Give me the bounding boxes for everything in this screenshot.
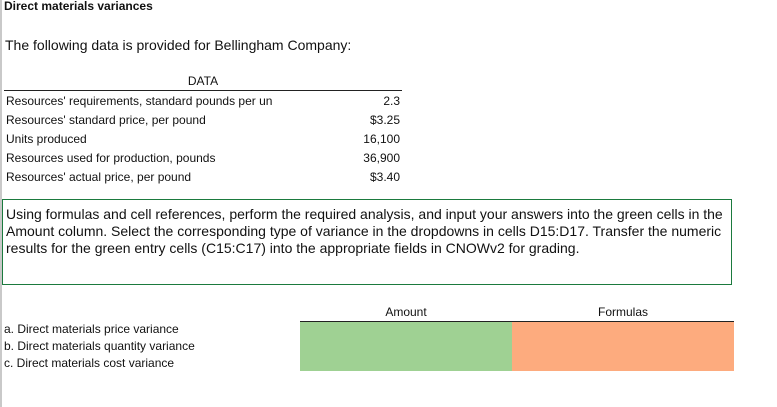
- amount-column-header: Amount: [385, 305, 427, 319]
- data-row-value: 36,900: [363, 151, 400, 165]
- amount-entry-cells[interactable]: [300, 322, 512, 371]
- data-row-resources-used[interactable]: [4, 149, 402, 168]
- data-row-value: $3.25: [369, 113, 400, 127]
- formulas-column-header: Formulas: [597, 305, 648, 319]
- data-row-requirements[interactable]: [4, 92, 402, 111]
- data-row-label: Units produced: [6, 132, 87, 146]
- data-table-header: DATA: [187, 74, 219, 88]
- variance-item-cost: c. Direct materials cost variance: [4, 356, 175, 370]
- intro-text: The following data is provided for Bellingham Company:: [5, 37, 352, 53]
- formulas-cells[interactable]: [512, 322, 734, 371]
- data-row-value: 2.3: [383, 94, 400, 108]
- data-header-underline: [4, 90, 402, 91]
- variance-item-quantity: b. Direct materials quantity variance: [4, 339, 195, 353]
- data-row-value: $3.40: [369, 170, 400, 184]
- data-row-actual-price[interactable]: [4, 168, 402, 187]
- data-row-label: Resources' standard price, per pound: [6, 113, 206, 127]
- data-row-standard-price[interactable]: [4, 111, 402, 130]
- data-row-label: Resources' actual price, per pound: [6, 170, 192, 184]
- variance-item-price: a. Direct materials price variance: [4, 322, 179, 336]
- instructions-box: Using formulas and cell references, perform the required analysis, and input your answers into the green cells in the Amount column. Select the corresponding type of variance in the dropdowns in cells D15:D17. Transfer the numeric results for the green entry cells (C15:C17) into the appropriate fields in CNOWv2 for grading.: [2, 199, 732, 285]
- data-row-label: Resources' requirements, standard pounds per un: [6, 94, 273, 108]
- data-row-label: Resources used for production, pounds: [6, 151, 216, 165]
- data-row-units-produced[interactable]: [4, 130, 402, 149]
- sheet-title: Direct materials variances: [4, 0, 153, 13]
- data-row-value: 16,100: [363, 132, 400, 146]
